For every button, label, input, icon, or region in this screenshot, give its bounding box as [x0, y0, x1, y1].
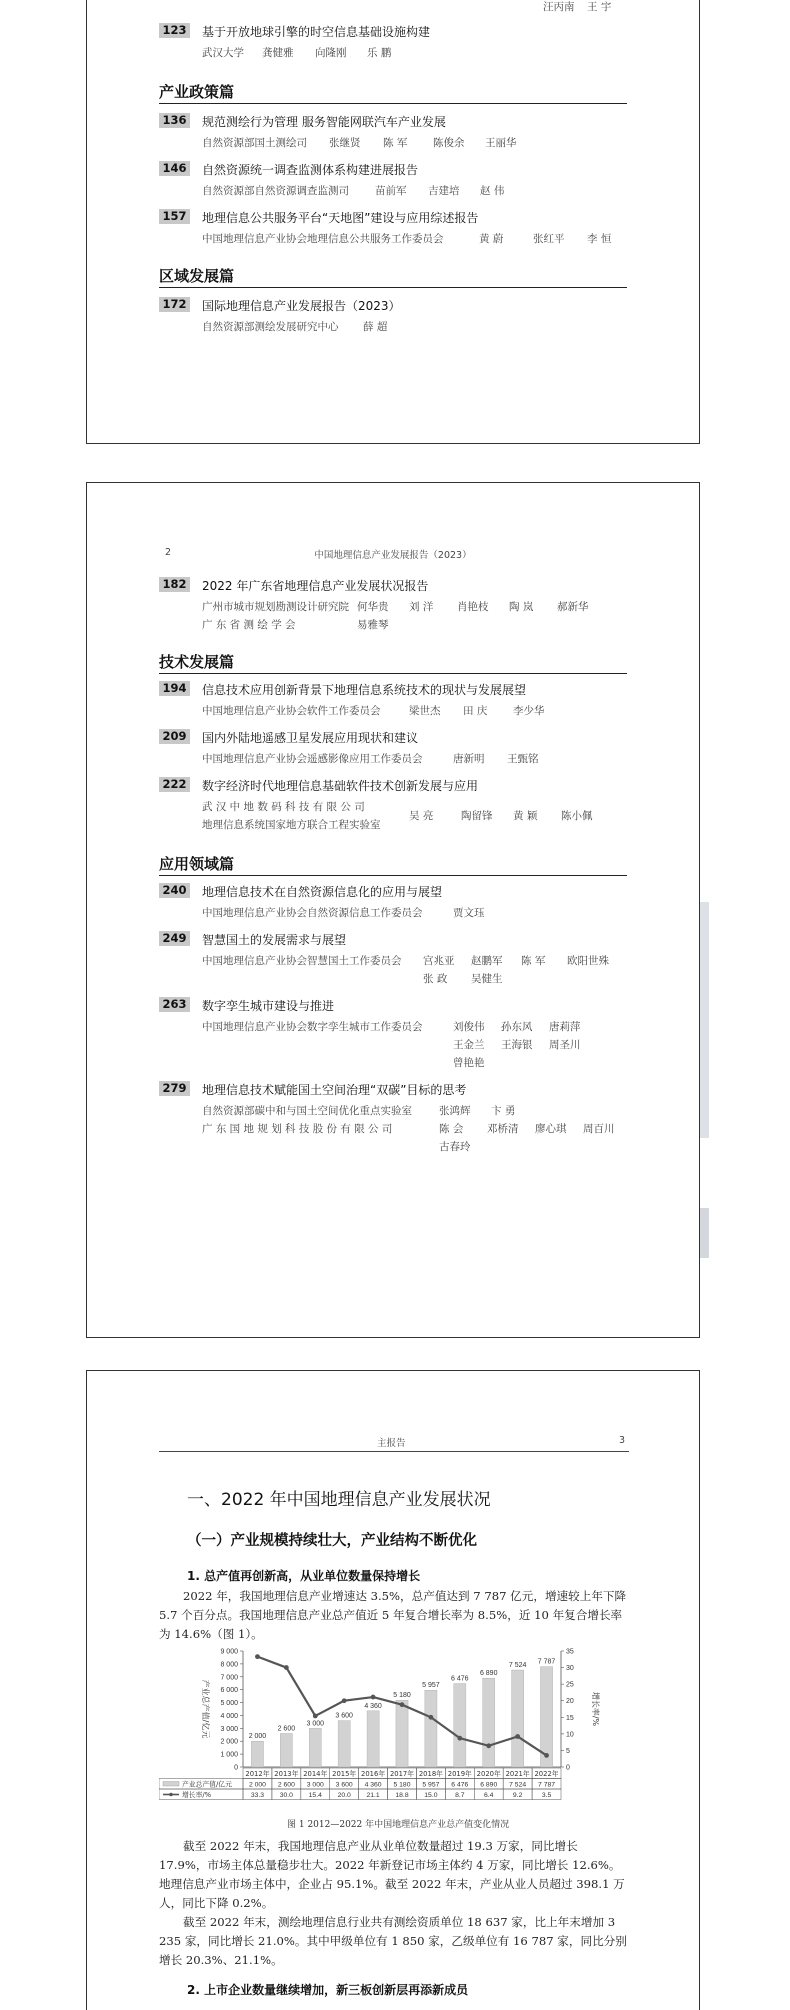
x-tick-label: 2021年	[505, 1769, 530, 1778]
toc-entry-title[interactable]: 智慧国土的发展需求与展望	[202, 933, 347, 947]
table-bar-value: 6 890	[480, 1781, 498, 1789]
legend-swatch-point	[169, 1793, 173, 1797]
author: 乐 鹏	[367, 47, 392, 59]
author: 欧阳世殊	[567, 955, 609, 967]
author: 曾艳艳	[453, 1057, 485, 1069]
toc-page-number[interactable]: 136	[159, 113, 190, 128]
y-axis-label: 产业总产值/亿元	[201, 1679, 210, 1739]
legend-label: 增长率/%	[182, 1790, 212, 1799]
author: 贾文珏	[453, 907, 485, 919]
author: 邓桥清	[487, 1123, 519, 1135]
bar	[338, 1721, 350, 1767]
line-point	[457, 1736, 462, 1741]
line-point	[342, 1698, 347, 1703]
toc-page-1	[86, 0, 700, 444]
toc-entry-title[interactable]: 自然资源统一调查监测体系构建进展报告	[202, 163, 419, 177]
chapter-heading: 一、2022 年中国地理信息产业发展状况	[187, 1490, 491, 1510]
y2-tick-label: 25	[566, 1681, 574, 1689]
author: 卞 勇	[491, 1105, 516, 1117]
author: 陈俊余	[433, 137, 465, 149]
bar-value-label: 6 890	[479, 1670, 498, 1678]
toc-page-number[interactable]: 209	[159, 729, 190, 744]
toc-org: 中国地理信息产业协会自然资源信息工作委员会	[202, 907, 423, 919]
toc-entry-title[interactable]: 地理信息技术赋能国土空间治理“双碳”目标的思考	[202, 1083, 467, 1097]
body-paragraph: 2022 年，我国地理信息产业增速达 3.5%，总产值达到 7 787 亿元，增速较上年下降 5.7 个百分点。我国地理信息产业总产值近 5 年复合增长率为 8.5%，近 10 年复合增长率为 14.6%（图 1）。	[159, 1589, 627, 1641]
y2-tick-label: 20	[566, 1698, 574, 1706]
table-bar-value: 5 180	[393, 1781, 411, 1789]
y-tick-label: 2 000	[220, 1738, 238, 1746]
line-point	[544, 1753, 549, 1758]
x-tick-label: 2014年	[303, 1769, 328, 1778]
y-tick-label: 5 000	[220, 1700, 238, 1708]
toc-entry-title[interactable]: 2022 年广东省地理信息产业发展状况报告	[202, 579, 429, 593]
author: 汪丙南	[543, 1, 575, 13]
toc-page-number[interactable]: 263	[159, 997, 190, 1012]
author: 陈 军	[521, 955, 546, 967]
author: 向隆刚	[315, 47, 347, 59]
line-point	[371, 1695, 376, 1700]
toc-entry-title[interactable]: 规范测绘行为管理 服务智能网联汽车产业发展	[202, 115, 446, 129]
author: 陶留锋	[461, 810, 493, 822]
table-line-value: 15.4	[308, 1791, 322, 1799]
author: 吴健生	[471, 973, 503, 985]
y-tick-label: 4 000	[220, 1712, 238, 1720]
author: 郝新华	[557, 601, 589, 613]
author: 王金兰	[453, 1039, 485, 1051]
toc-page-2	[86, 482, 700, 1338]
table-bar-value: 3 600	[335, 1781, 353, 1789]
toc-page-number[interactable]: 240	[159, 883, 190, 898]
toc-org: 中国地理信息产业协会遥感影像应用工作委员会	[202, 753, 423, 765]
bar-value-label: 4 360	[364, 1702, 382, 1710]
author: 肖艳枝	[457, 601, 489, 613]
author: 唐莉萍	[549, 1021, 581, 1033]
author: 刘俊伟	[453, 1021, 485, 1033]
toc-org: 广 东 国 地 规 划 科 技 股 份 有 限 公 司	[202, 1123, 393, 1135]
section-heading: 应用领域篇	[159, 855, 627, 876]
toc-org: 地理信息系统国家地方联合工程实验室	[202, 819, 381, 831]
y2-tick-label: 35	[566, 1648, 574, 1656]
author: 赵鹏军	[471, 955, 503, 967]
toc-org: 武 汉 中 地 数 码 科 技 有 限 公 司	[202, 801, 365, 813]
bar	[454, 1684, 466, 1767]
toc-entry-title[interactable]: 国际地理信息产业发展报告（2023）	[202, 299, 401, 313]
x-tick-label: 2012年	[245, 1769, 270, 1778]
toc-org: 自然资源部测绘发展研究中心	[202, 321, 339, 333]
report-page-3	[86, 1370, 700, 2010]
table-bar-value: 4 360	[364, 1781, 382, 1789]
toc-org: 中国地理信息产业协会智慧国土工作委员会	[202, 955, 402, 967]
table-line-value: 30.0	[279, 1791, 293, 1799]
table-line-value: 6.4	[484, 1791, 494, 1799]
author: 薛 超	[363, 321, 388, 333]
author: 唐新明	[453, 753, 485, 765]
author: 赵 伟	[480, 185, 505, 197]
toc-page-number[interactable]: 172	[159, 297, 190, 312]
author: 易雅琴	[357, 619, 389, 631]
y2-axis-label: 增长率/%	[591, 1691, 600, 1727]
legend-label: 产业总产值/亿元	[182, 1780, 232, 1789]
y2-tick-label: 10	[566, 1731, 574, 1739]
toc-org: 自然资源部国土测绘司	[202, 137, 307, 149]
toc-org: 中国地理信息产业协会软件工作委员会	[202, 705, 381, 717]
table-bar-value: 2 600	[277, 1781, 295, 1789]
y-tick-label: 7 000	[220, 1674, 238, 1682]
table-line-value: 3.5	[541, 1791, 552, 1799]
toc-page-number[interactable]: 123	[159, 23, 190, 38]
author: 陶 岚	[509, 601, 534, 613]
bar-value-label: 7 524	[508, 1662, 527, 1670]
toc-page-number[interactable]: 182	[159, 577, 190, 592]
x-tick-label: 2017年	[389, 1769, 415, 1778]
toc-entry-title[interactable]: 信息技术应用创新背景下地理信息系统技术的现状与发展展望	[202, 683, 527, 697]
author: 刘 洋	[409, 601, 434, 613]
author: 王甄铭	[507, 753, 539, 765]
bar	[483, 1678, 495, 1767]
toc-org: 自然资源部碳中和与国土空间优化重点实验室	[202, 1105, 412, 1117]
bar-value-label: 7 787	[537, 1658, 556, 1666]
bar-value-label: 5 180	[393, 1692, 411, 1700]
section-heading: 产业政策篇	[159, 83, 627, 104]
y-tick-label: 3 000	[220, 1725, 238, 1733]
y-tick-label: 8 000	[220, 1661, 238, 1669]
toc-org: 中国地理信息产业协会数字孪生城市工作委员会	[202, 1021, 423, 1033]
line-point	[429, 1715, 434, 1720]
y-tick-label: 0	[234, 1764, 238, 1772]
bar-value-label: 2 000	[248, 1733, 267, 1741]
table-line-value: 21.1	[366, 1791, 380, 1799]
toc-entry-title[interactable]: 数字经济时代地理信息基础软件技术创新发展与应用	[202, 779, 479, 793]
table-bar-value: 3 000	[306, 1781, 324, 1789]
toc-page-number[interactable]: 157	[159, 209, 190, 224]
subsection-heading: 1. 总产值再创新高，从业单位数量保持增长	[187, 1569, 421, 1583]
author: 陈小佩	[561, 810, 593, 822]
author: 张鸿辉	[439, 1105, 471, 1117]
section-heading: 区域发展篇	[159, 267, 627, 288]
table-bar-value: 7 524	[509, 1781, 527, 1789]
toc-org: 自然资源部自然资源调查监测司	[202, 185, 349, 197]
table-line-value: 15.0	[424, 1791, 438, 1799]
toc-org: 武汉大学	[202, 47, 244, 59]
author: 宫兆亚	[423, 955, 455, 967]
bar-value-label: 3 600	[335, 1712, 353, 1720]
toc-page-number[interactable]: 194	[159, 681, 190, 696]
toc-org: 广 东 省 测 绘 学 会	[202, 619, 296, 631]
bar	[251, 1741, 263, 1767]
bar-value-label: 3 000	[306, 1720, 325, 1728]
author: 孙东风	[501, 1021, 533, 1033]
line-point	[400, 1702, 405, 1707]
y2-tick-label: 15	[566, 1714, 574, 1722]
bar	[367, 1711, 379, 1767]
author: 黄 蔚	[479, 233, 504, 245]
author: 周百川	[583, 1123, 615, 1135]
line-point	[486, 1743, 491, 1748]
bar	[512, 1670, 524, 1767]
table-line-value: 33.3	[250, 1791, 265, 1799]
toc-page-number[interactable]: 146	[159, 161, 190, 176]
table-line-value: 9.2	[512, 1791, 523, 1799]
table-line-value: 20.0	[337, 1791, 351, 1799]
bar-value-label: 5 957	[422, 1682, 440, 1690]
running-head: 中国地理信息产业发展报告（2023）	[314, 550, 472, 561]
table-bar-value: 6 476	[451, 1781, 469, 1789]
body-paragraph: 截至 2022 年末，测绘地理信息行业共有测绘资质单位 18 637 家，比上年末增加 3 235 家，同比增长 21.0%。其中甲级单位有 1 850 家，乙级单位有 16 787 家，同比分别增长 20.3%、21.1%。	[159, 1915, 627, 1967]
author: 吉建培	[428, 185, 460, 197]
toc-entry-title[interactable]: 数字孪生城市建设与推进	[202, 999, 335, 1013]
bar	[280, 1733, 292, 1767]
line-point	[255, 1654, 260, 1659]
author: 张红平	[533, 233, 565, 245]
table-bar-value: 5 957	[422, 1781, 440, 1789]
table-line-value: 8.7	[455, 1791, 465, 1799]
body-paragraph: 截至 2022 年末，我国地理信息产业从业单位数量超过 19.3 万家，同比增长 17.9%，市场主体总量稳步壮大。2022 年新登记市场主体约 4 万家，同比增长 12.6%。地理信息产业市场主体中，企业占 95.1%。截至 2022 年末，产业从业人员超过 398.1 万人，同比下降 0.2%。	[159, 1839, 625, 1910]
toc-page-number[interactable]: 249	[159, 931, 190, 946]
table-bar-value: 2 000	[248, 1781, 266, 1789]
author: 吴 亮	[409, 810, 434, 822]
x-tick-label: 2013年	[274, 1769, 299, 1778]
figure-caption: 图 1 2012—2022 年中国地理信息产业总产值变化情况	[287, 1820, 510, 1830]
line-point	[313, 1714, 318, 1719]
author: 陈 会	[439, 1123, 464, 1135]
author: 张继贤	[329, 137, 361, 149]
bar-value-label: 6 476	[451, 1675, 469, 1683]
section-heading: （一）产业规模持续壮大，产业结构不断优化	[187, 1532, 477, 1549]
page-number: 2	[165, 547, 172, 558]
author: 黄 颖	[513, 810, 538, 822]
y2-tick-label: 0	[566, 1764, 570, 1772]
author: 何华贵	[357, 601, 389, 613]
author: 古春玲	[439, 1141, 471, 1153]
x-tick-label: 2018年	[418, 1769, 443, 1778]
subsection-heading: 2. 上市企业数量继续增加，新三板创新层再添新成员	[187, 1983, 469, 1997]
author: 田 庆	[463, 705, 488, 717]
x-tick-label: 2016年	[361, 1769, 386, 1778]
page-number: 3	[619, 1435, 626, 1446]
toc-org: 中国地理信息产业协会地理信息公共服务工作委员会	[202, 233, 444, 245]
author: 廖心琪	[535, 1123, 567, 1135]
header-rule	[159, 1451, 629, 1452]
author: 王海银	[501, 1039, 533, 1051]
author: 张 政	[423, 973, 448, 985]
y2-tick-label: 30	[566, 1665, 574, 1673]
bar	[309, 1728, 321, 1767]
toc-org: 广州市城市规划勘测设计研究院	[202, 601, 349, 613]
y2-tick-label: 5	[566, 1747, 570, 1755]
line-point	[284, 1665, 289, 1670]
legend-swatch-bar	[163, 1782, 179, 1787]
page-edge-shadow	[700, 1208, 709, 1258]
table-line-value: 18.8	[395, 1791, 409, 1799]
bar	[425, 1690, 437, 1767]
author: 周圣川	[549, 1039, 581, 1051]
line-point	[515, 1734, 520, 1739]
author: 李 恒	[587, 233, 612, 245]
toc-page-number[interactable]: 279	[159, 1081, 190, 1096]
author: 王丽华	[485, 137, 517, 149]
bar-line-chart	[159, 1643, 629, 1813]
author: 龚健雅	[262, 47, 294, 59]
toc-entry-title[interactable]: 基于开放地球引擎的时空信息基础设施构建	[202, 25, 431, 39]
x-tick-label: 2020年	[476, 1769, 501, 1778]
y-tick-label: 6 000	[220, 1687, 238, 1695]
x-tick-label: 2022年	[534, 1769, 559, 1778]
page-edge-shadow	[700, 902, 709, 1138]
toc-entry-title[interactable]: 国内外陆地遥感卫星发展应用现状和建议	[202, 731, 419, 745]
section-heading: 技术发展篇	[159, 653, 627, 674]
bar-value-label: 2 600	[277, 1725, 296, 1733]
author: 李少华	[513, 705, 545, 717]
x-tick-label: 2019年	[447, 1769, 472, 1778]
toc-page-number[interactable]: 222	[159, 777, 190, 792]
table-bar-value: 7 787	[538, 1781, 556, 1789]
author: 梁世杰	[409, 705, 441, 717]
toc-entry-title[interactable]: 地理信息技术在自然资源信息化的应用与展望	[202, 885, 443, 899]
author: 王 宇	[587, 1, 612, 13]
author: 陈 军	[383, 137, 408, 149]
running-head: 主报告	[377, 1438, 406, 1449]
y-tick-label: 9 000	[220, 1648, 238, 1656]
author: 苗前军	[375, 185, 407, 197]
x-tick-label: 2015年	[332, 1769, 357, 1778]
y-tick-label: 1 000	[220, 1751, 238, 1759]
toc-entry-title[interactable]: 地理信息公共服务平台“天地图”建设与应用综述报告	[202, 211, 479, 225]
bar	[396, 1700, 408, 1767]
